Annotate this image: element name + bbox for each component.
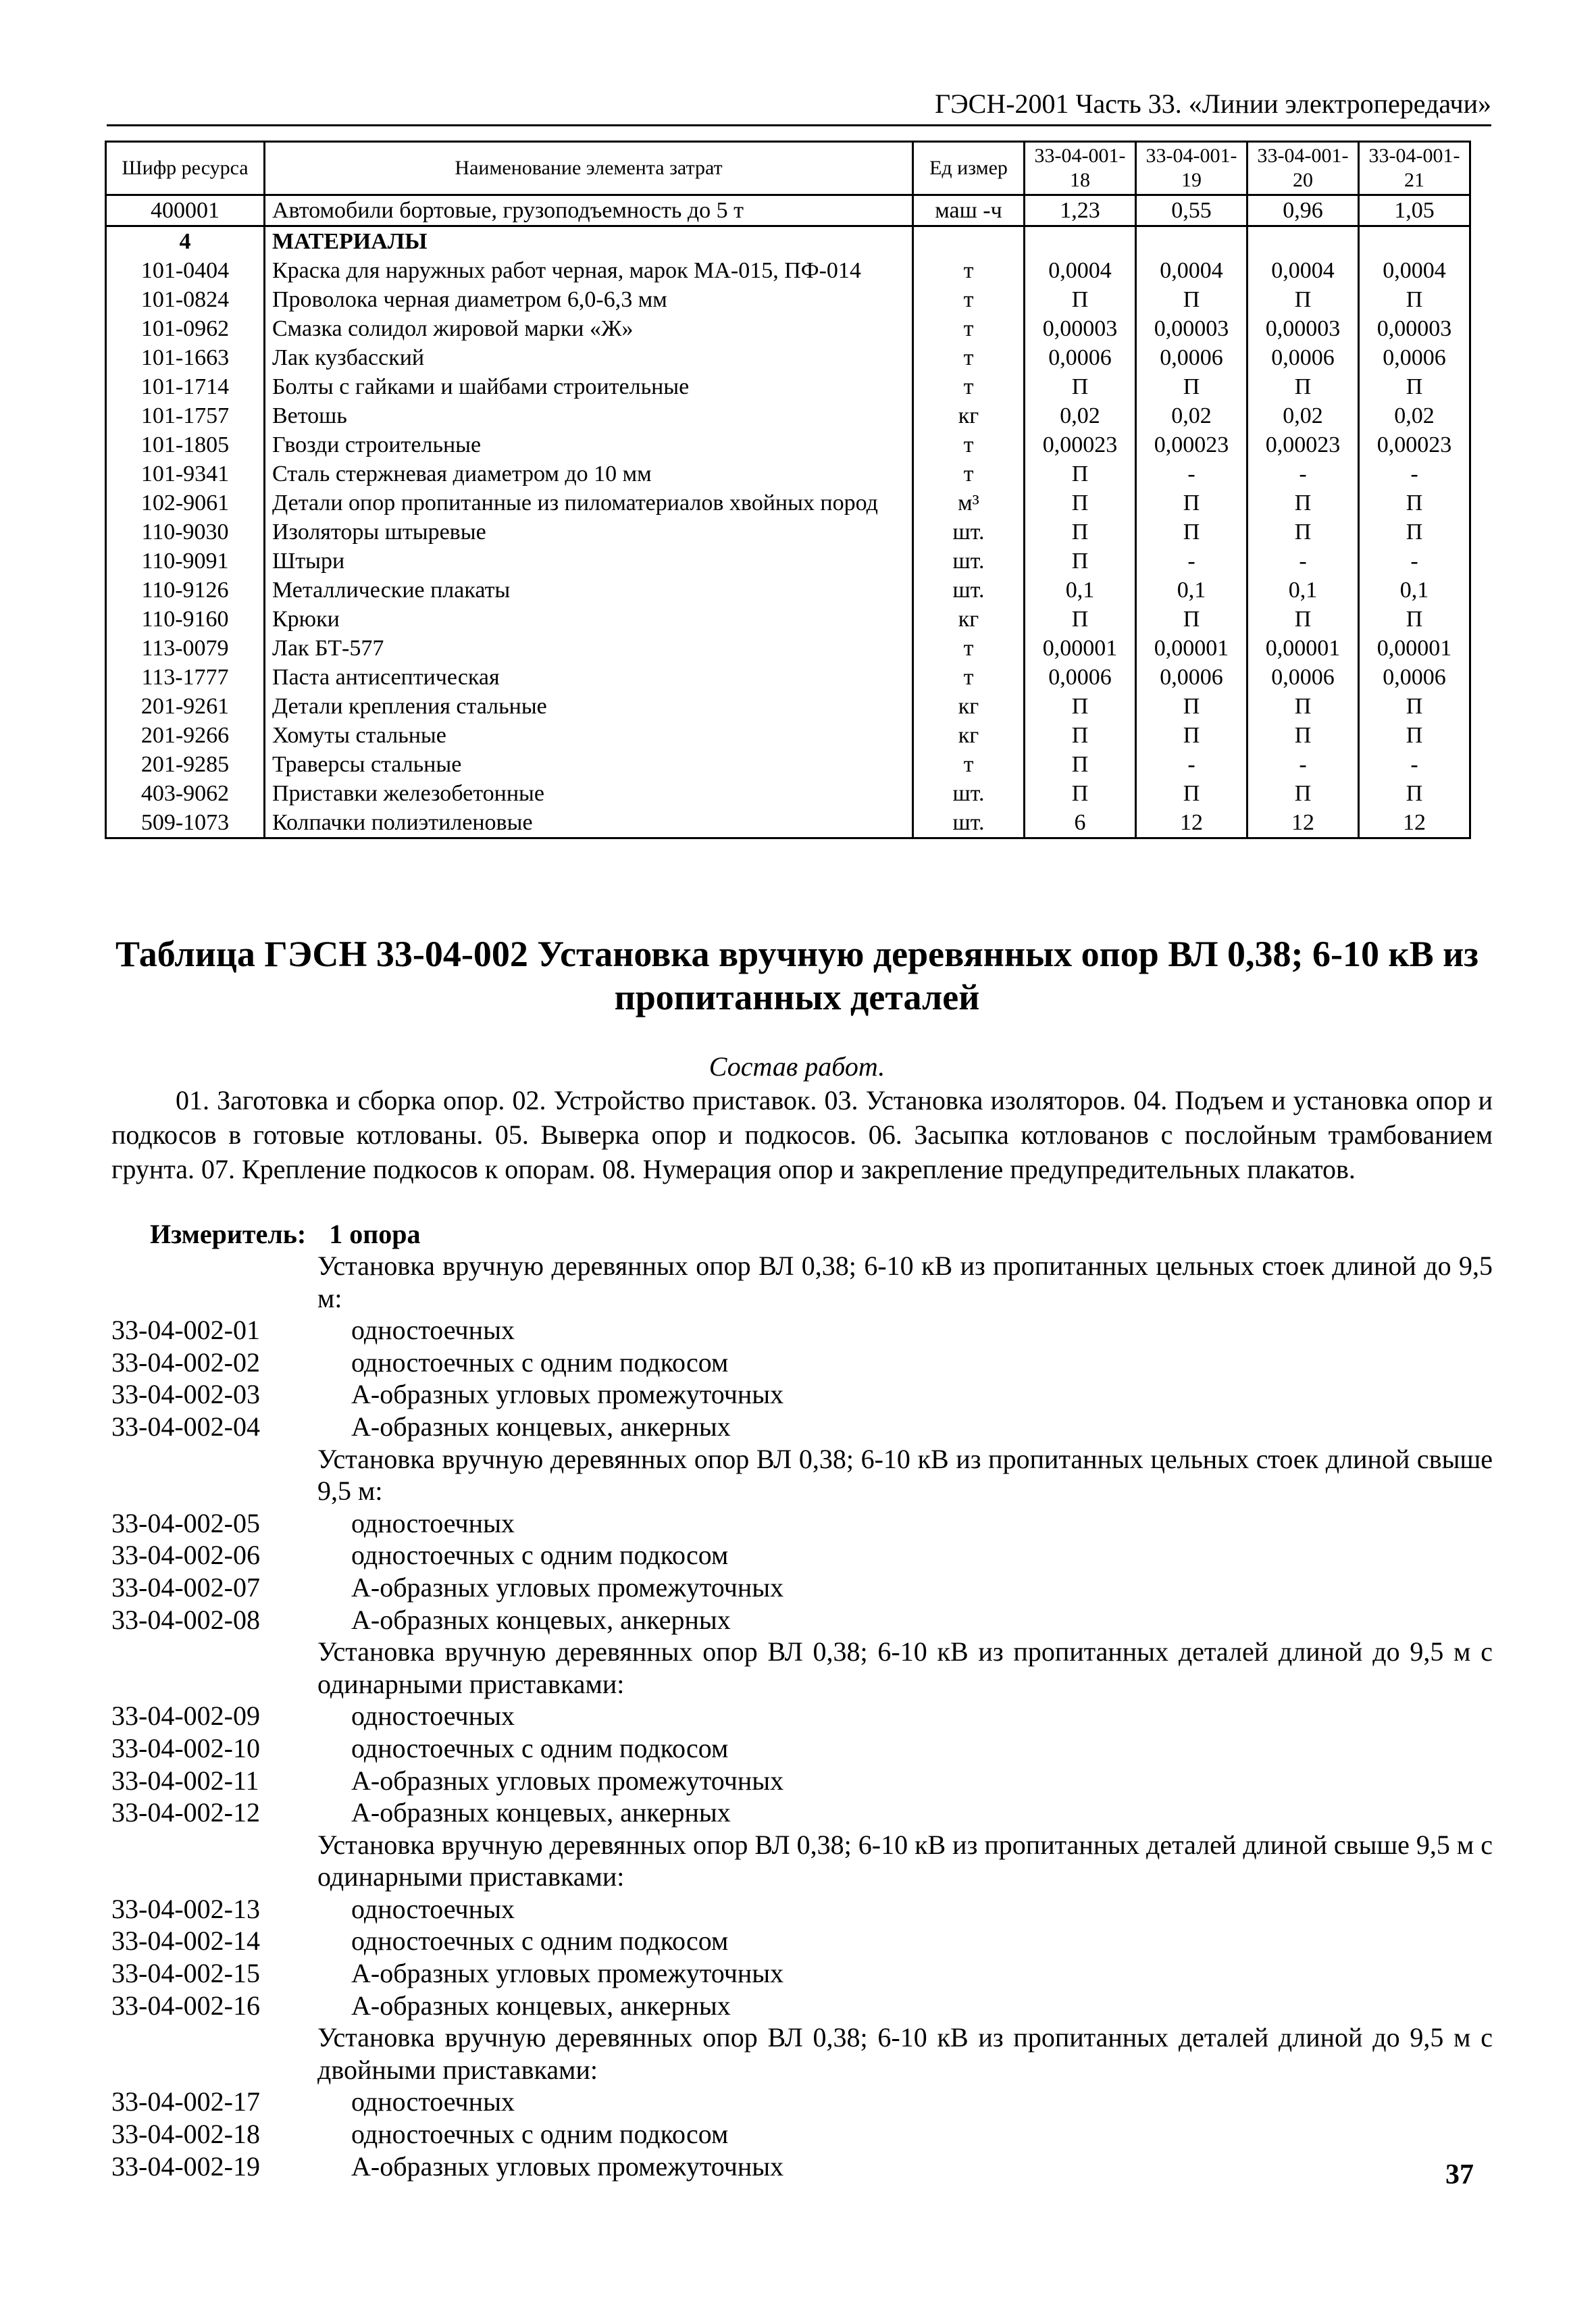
code-number: 33-04-002-16 bbox=[111, 1990, 260, 2021]
table-cell-v2: П bbox=[1136, 779, 1247, 808]
table-cell-code: 201-9266 bbox=[106, 721, 265, 750]
table-row bbox=[106, 195, 1470, 226]
table-cell-v3: - bbox=[1247, 750, 1359, 779]
table-cell-code: 201-9285 bbox=[106, 750, 265, 779]
table-cell-v1: П bbox=[1025, 518, 1136, 547]
table-cell-v4: П bbox=[1359, 372, 1470, 401]
code-label: одностоечных с одним подкосом bbox=[351, 1926, 729, 1957]
table-cell-v2: П bbox=[1136, 692, 1247, 721]
table-row bbox=[106, 430, 1470, 459]
table-cell-name: Смазка солидол жировой марки «Ж» bbox=[265, 314, 913, 343]
table-row bbox=[106, 634, 1470, 663]
table-cell-v2: 0,0004 bbox=[1136, 256, 1247, 285]
table-cell-v4: 12 bbox=[1359, 808, 1470, 838]
table-cell-v3: 0,00023 bbox=[1247, 430, 1359, 459]
table-row bbox=[106, 692, 1470, 721]
table-cell-v3: П bbox=[1247, 605, 1359, 634]
code-group-heading: Установка вручную деревянных опор ВЛ 0,38; 6-10 кВ из пропитанных цельных стоек длиной свыше 9,5 м: bbox=[317, 1443, 1493, 1507]
table-cell-v2: - bbox=[1136, 547, 1247, 576]
code-item bbox=[111, 1604, 1493, 1636]
section-title: Таблица ГЭСН 33-04-002 Установка вручную деревянных опор ВЛ 0,38; 6-10 кВ из пропитанных деталей bbox=[115, 934, 1478, 1017]
code-label: А-образных концевых, анкерных bbox=[351, 1411, 731, 1442]
table-cell-v2: 0,1 bbox=[1136, 576, 1247, 605]
table-cell-name: Гвозди строительные bbox=[265, 430, 913, 459]
table-row bbox=[106, 663, 1470, 692]
table-cell-v2: 0,00003 bbox=[1136, 314, 1247, 343]
code-number: 33-04-002-14 bbox=[111, 1926, 260, 1957]
table-row bbox=[106, 226, 1470, 257]
code-item bbox=[111, 1411, 1493, 1443]
code-label: А-образных концевых, анкерных bbox=[351, 1797, 731, 1828]
code-label: одностоечных с одним подкосом bbox=[351, 1732, 729, 1763]
table-cell-v1: П bbox=[1025, 372, 1136, 401]
table-cell-v3: 0,0006 bbox=[1247, 663, 1359, 692]
table-cell-unit: т bbox=[913, 430, 1025, 459]
table-cell-unit: т bbox=[913, 634, 1025, 663]
table-cell-name: МАТЕРИАЛЫ bbox=[265, 226, 913, 257]
table-cell-v4: 0,00003 bbox=[1359, 314, 1470, 343]
table-cell-v4: П bbox=[1359, 488, 1470, 518]
table-cell-v4: - bbox=[1359, 547, 1470, 576]
table-cell-name: Сталь стержневая диаметром до 10 мм bbox=[265, 459, 913, 488]
code-label: А-образных угловых промежуточных bbox=[351, 1379, 784, 1410]
table-cell-v3: П bbox=[1247, 518, 1359, 547]
table-cell-v1: 6 bbox=[1025, 808, 1136, 838]
table-cell-unit: шт. bbox=[913, 808, 1025, 838]
table-row bbox=[106, 459, 1470, 488]
table-cell-name: Крюки bbox=[265, 605, 913, 634]
table-row bbox=[106, 576, 1470, 605]
table-cell-name: Паста антисептическая bbox=[265, 663, 913, 692]
table-cell-unit: маш -ч bbox=[913, 195, 1025, 226]
table-cell-name: Автомобили бортовые, грузоподъемность до 5 т bbox=[265, 195, 913, 226]
code-label: А-образных концевых, анкерных bbox=[351, 1604, 731, 1635]
table-cell-v4 bbox=[1359, 226, 1470, 257]
code-number: 33-04-002-17 bbox=[111, 2086, 260, 2117]
table-cell-name: Лак кузбасский bbox=[265, 343, 913, 372]
column-header: Наименование элемента затрат bbox=[265, 142, 913, 195]
table-row bbox=[106, 488, 1470, 518]
code-item bbox=[111, 1893, 1493, 1926]
code-group-heading: Установка вручную деревянных опор ВЛ 0,38; 6-10 кВ из пропитанных цельных стоек длиной до 9,5 м: bbox=[317, 1251, 1493, 1313]
table-cell-v3: 0,0006 bbox=[1247, 343, 1359, 372]
table-cell-v1: 0,00023 bbox=[1025, 430, 1136, 459]
table-cell-v1: 0,00003 bbox=[1025, 314, 1136, 343]
table-cell-unit: т bbox=[913, 459, 1025, 488]
table-cell-v1: П bbox=[1025, 459, 1136, 488]
table-cell-v3: 0,00003 bbox=[1247, 314, 1359, 343]
table-cell-v2 bbox=[1136, 226, 1247, 257]
table-cell-v1: П bbox=[1025, 750, 1136, 779]
code-label: одностоечных bbox=[351, 2086, 515, 2117]
table-cell-unit: т bbox=[913, 372, 1025, 401]
table-cell-v3: 0,02 bbox=[1247, 401, 1359, 430]
table-cell-v3: 12 bbox=[1247, 808, 1359, 838]
table-cell-v1: 0,0004 bbox=[1025, 256, 1136, 285]
code-number: 33-04-002-05 bbox=[111, 1507, 260, 1538]
table-cell-v4: П bbox=[1359, 779, 1470, 808]
table-cell-name: Траверсы стальные bbox=[265, 750, 913, 779]
table-header-row bbox=[106, 142, 1470, 195]
table-cell-code: 110-9091 bbox=[106, 547, 265, 576]
table-cell-v4: 0,00023 bbox=[1359, 430, 1470, 459]
table-cell-code: 110-9030 bbox=[106, 518, 265, 547]
code-item bbox=[111, 1765, 1493, 1797]
measure-value: 1 опора bbox=[329, 1219, 421, 1249]
table-cell-v1: П bbox=[1025, 488, 1136, 518]
table-cell-unit: т bbox=[913, 663, 1025, 692]
table-cell-name: Ветошь bbox=[265, 401, 913, 430]
table-cell-v2: 0,00001 bbox=[1136, 634, 1247, 663]
table-cell-unit: т bbox=[913, 256, 1025, 285]
column-header: 33-04-001-20 bbox=[1247, 142, 1359, 195]
table-cell-v4: 0,0006 bbox=[1359, 663, 1470, 692]
code-item bbox=[111, 1990, 1493, 2022]
table-cell-name: Колпачки полиэтиленовые bbox=[265, 808, 913, 838]
table-cell-v4: 0,02 bbox=[1359, 401, 1470, 430]
code-label: одностоечных с одним подкосом bbox=[351, 1347, 729, 1378]
table-cell-v2: 0,00023 bbox=[1136, 430, 1247, 459]
table-cell-v2: 0,55 bbox=[1136, 195, 1247, 226]
code-label: А-образных концевых, анкерных bbox=[351, 1990, 731, 2021]
table-cell-v2: 12 bbox=[1136, 808, 1247, 838]
table-row bbox=[106, 518, 1470, 547]
table-row bbox=[106, 401, 1470, 430]
table-cell-unit: кг bbox=[913, 721, 1025, 750]
table-cell-code: 101-1663 bbox=[106, 343, 265, 372]
table-cell-v3: П bbox=[1247, 779, 1359, 808]
table-cell-unit: шт. bbox=[913, 518, 1025, 547]
table-cell-v1: П bbox=[1025, 547, 1136, 576]
table-cell-v2: - bbox=[1136, 750, 1247, 779]
table-row bbox=[106, 256, 1470, 285]
table-cell-name: Штыри bbox=[265, 547, 913, 576]
table-cell-code: 102-9061 bbox=[106, 488, 265, 518]
code-item bbox=[111, 1314, 1493, 1347]
code-item bbox=[111, 2118, 1493, 2150]
table-cell-v4: 1,05 bbox=[1359, 195, 1470, 226]
table-cell-v2: П bbox=[1136, 518, 1247, 547]
code-number: 33-04-002-10 bbox=[111, 1732, 260, 1763]
table-cell-v3: П bbox=[1247, 692, 1359, 721]
table-cell-code: 403-9062 bbox=[106, 779, 265, 808]
table-cell-code: 101-9341 bbox=[106, 459, 265, 488]
table-cell-v4: 0,0006 bbox=[1359, 343, 1470, 372]
table-cell-v3: П bbox=[1247, 285, 1359, 314]
table-row bbox=[106, 285, 1470, 314]
table-cell-v1 bbox=[1025, 226, 1136, 257]
table-cell-v4: П bbox=[1359, 692, 1470, 721]
table-cell-v1: П bbox=[1025, 692, 1136, 721]
table-cell-name: Детали крепления стальные bbox=[265, 692, 913, 721]
table-cell-v1: П bbox=[1025, 605, 1136, 634]
table-cell-name: Болты с гайками и шайбами строительные bbox=[265, 372, 913, 401]
table-row bbox=[106, 343, 1470, 372]
table-row bbox=[106, 372, 1470, 401]
table-cell-code: 101-0824 bbox=[106, 285, 265, 314]
table-cell-code: 101-0962 bbox=[106, 314, 265, 343]
table-row bbox=[106, 721, 1470, 750]
table-cell-code: 113-0079 bbox=[106, 634, 265, 663]
code-label: А-образных угловых промежуточных bbox=[351, 1765, 784, 1796]
table-cell-v4: 0,00001 bbox=[1359, 634, 1470, 663]
works-description: 01. Заготовка и сборка опор. 02. Устройство приставок. 03. Установка изоляторов. 04. Подъем и установка опор и подкосов в готовые котлованы. 05. Выверка опор и подкосов. 06. Засыпка котлованов с послойным трамбованием грунта. 07. Крепление подкосов к опорам. 08. Нумерация опор и закрепление предупредительных плакатов. bbox=[111, 1085, 1493, 1184]
table-cell-code: 4 bbox=[106, 226, 265, 257]
table-cell-code: 101-0404 bbox=[106, 256, 265, 285]
table-cell-name: Проволока черная диаметром 6,0-6,3 мм bbox=[265, 285, 913, 314]
table-cell-v2: П bbox=[1136, 721, 1247, 750]
column-header: 33-04-001-19 bbox=[1136, 142, 1247, 195]
table-row bbox=[106, 779, 1470, 808]
code-label: одностоечных bbox=[351, 1893, 515, 1924]
table-cell-v1: 0,02 bbox=[1025, 401, 1136, 430]
table-cell-v3: 0,1 bbox=[1247, 576, 1359, 605]
code-number: 33-04-002-13 bbox=[111, 1893, 260, 1924]
measure-label: Измеритель: bbox=[150, 1219, 307, 1249]
table-cell-name: Изоляторы штыревые bbox=[265, 518, 913, 547]
code-number: 33-04-002-06 bbox=[111, 1540, 260, 1571]
code-number: 33-04-002-07 bbox=[111, 1571, 260, 1603]
measure-line bbox=[150, 1218, 421, 1251]
table-cell-name: Металлические плакаты bbox=[265, 576, 913, 605]
code-number: 33-04-002-04 bbox=[111, 1411, 260, 1442]
table-cell-unit: т bbox=[913, 343, 1025, 372]
table-cell-v3: - bbox=[1247, 459, 1359, 488]
code-number: 33-04-002-11 bbox=[111, 1765, 259, 1796]
page-header bbox=[107, 86, 1491, 126]
code-label: одностоечных с одним подкосом bbox=[351, 1540, 729, 1571]
table-cell-v3 bbox=[1247, 226, 1359, 257]
code-number: 33-04-002-01 bbox=[111, 1315, 260, 1346]
code-group-heading: Установка вручную деревянных опор ВЛ 0,38; 6-10 кВ из пропитанных деталей длиной свыше 9,5 м с одинарными приставками: bbox=[317, 1829, 1493, 1892]
table-cell-v1: 0,00001 bbox=[1025, 634, 1136, 663]
table-cell-v4: - bbox=[1359, 459, 1470, 488]
table-cell-code: 101-1805 bbox=[106, 430, 265, 459]
table-cell-unit: т bbox=[913, 285, 1025, 314]
code-item bbox=[111, 1571, 1493, 1604]
table-cell-v2: П bbox=[1136, 285, 1247, 314]
sostav-label: Состав работ. bbox=[709, 1051, 885, 1082]
table-cell-v4: П bbox=[1359, 721, 1470, 750]
table-cell-v2: 0,02 bbox=[1136, 401, 1247, 430]
code-item bbox=[111, 1732, 1493, 1765]
table-cell-v2: - bbox=[1136, 459, 1247, 488]
table-cell-v4: 0,1 bbox=[1359, 576, 1470, 605]
table-row bbox=[106, 314, 1470, 343]
code-number: 33-04-002-08 bbox=[111, 1604, 260, 1635]
code-group-heading: Установка вручную деревянных опор ВЛ 0,38; 6-10 кВ из пропитанных деталей длиной до 9,5 м с одинарными приставками: bbox=[317, 1636, 1493, 1699]
table-cell-v3: - bbox=[1247, 547, 1359, 576]
code-label: А-образных угловых промежуточных bbox=[351, 1571, 784, 1603]
code-group-heading: Установка вручную деревянных опор ВЛ 0,38; 6-10 кВ из пропитанных деталей длиной до 9,5 м с двойными приставками: bbox=[317, 2022, 1493, 2085]
table-cell-unit: шт. bbox=[913, 547, 1025, 576]
table-cell-name: Хомуты стальные bbox=[265, 721, 913, 750]
table-cell-unit: кг bbox=[913, 401, 1025, 430]
table-cell-v4: - bbox=[1359, 750, 1470, 779]
table-cell-name: Детали опор пропитанные из пиломатериалов хвойных пород bbox=[265, 488, 913, 518]
table-cell-v3: П bbox=[1247, 372, 1359, 401]
table-row bbox=[106, 605, 1470, 634]
column-header: 33-04-001-21 bbox=[1359, 142, 1470, 195]
table-cell-v4: 0,0004 bbox=[1359, 256, 1470, 285]
table-cell-v3: П bbox=[1247, 488, 1359, 518]
table-cell-v1: П bbox=[1025, 779, 1136, 808]
code-label: одностоечных bbox=[351, 1315, 515, 1346]
table-row bbox=[106, 547, 1470, 576]
column-header: Шифр ресурса bbox=[106, 142, 265, 195]
code-item bbox=[111, 1700, 1493, 1732]
code-item bbox=[111, 1925, 1493, 1957]
table-cell-v3: 0,0004 bbox=[1247, 256, 1359, 285]
code-label: А-образных угловых промежуточных bbox=[351, 1958, 784, 1989]
table-cell-v2: П bbox=[1136, 605, 1247, 634]
table-cell-v1: 0,1 bbox=[1025, 576, 1136, 605]
table-row bbox=[106, 808, 1470, 838]
resource-table-body bbox=[106, 195, 1470, 838]
column-header: 33-04-001-18 bbox=[1025, 142, 1136, 195]
table-cell-code: 110-9126 bbox=[106, 576, 265, 605]
table-cell-unit: м³ bbox=[913, 488, 1025, 518]
code-number: 33-04-002-15 bbox=[111, 1958, 260, 1989]
code-number: 33-04-002-18 bbox=[111, 2119, 260, 2150]
code-item bbox=[111, 1378, 1493, 1411]
code-label: одностоечных bbox=[351, 1701, 515, 1732]
table-cell-unit: т bbox=[913, 750, 1025, 779]
table-cell-name: Краска для наружных работ черная, марок МА-015, ПФ-014 bbox=[265, 256, 913, 285]
running-title: ГЭСН-2001 Часть 33. «Линии электропередачи» bbox=[935, 89, 1491, 119]
code-number: 33-04-002-19 bbox=[111, 2150, 260, 2182]
code-number: 33-04-002-09 bbox=[111, 1701, 260, 1732]
column-header: Ед измер bbox=[913, 142, 1025, 195]
code-number: 33-04-002-02 bbox=[111, 1347, 260, 1378]
table-cell-code: 101-1757 bbox=[106, 401, 265, 430]
table-cell-v2: П bbox=[1136, 488, 1247, 518]
table-cell-v2: 0,0006 bbox=[1136, 343, 1247, 372]
table-cell-v4: П bbox=[1359, 605, 1470, 634]
table-row bbox=[106, 750, 1470, 779]
table-cell-unit: шт. bbox=[913, 576, 1025, 605]
table-cell-code: 110-9160 bbox=[106, 605, 265, 634]
code-item bbox=[111, 1507, 1493, 1540]
table-cell-code: 113-1777 bbox=[106, 663, 265, 692]
code-item bbox=[111, 1957, 1493, 1990]
resource-table bbox=[105, 141, 1471, 839]
table-cell-v1: 0,0006 bbox=[1025, 343, 1136, 372]
table-cell-v4: П bbox=[1359, 285, 1470, 314]
table-cell-v1: 1,23 bbox=[1025, 195, 1136, 226]
code-item bbox=[111, 1539, 1493, 1571]
table-cell-code: 201-9261 bbox=[106, 692, 265, 721]
table-cell-v4: П bbox=[1359, 518, 1470, 547]
table-cell-unit bbox=[913, 226, 1025, 257]
code-item bbox=[111, 2150, 1493, 2183]
code-item bbox=[111, 1347, 1493, 1379]
table-cell-v2: 0,0006 bbox=[1136, 663, 1247, 692]
table-cell-code: 509-1073 bbox=[106, 808, 265, 838]
code-item bbox=[111, 2086, 1493, 2118]
table-cell-unit: шт. bbox=[913, 779, 1025, 808]
table-cell-unit: т bbox=[913, 314, 1025, 343]
page-number: 37 bbox=[1445, 2159, 1474, 2190]
table-cell-v1: П bbox=[1025, 285, 1136, 314]
code-label: одностоечных bbox=[351, 1507, 515, 1538]
table-cell-v3: 0,96 bbox=[1247, 195, 1359, 226]
table-cell-v1: 0,0006 bbox=[1025, 663, 1136, 692]
code-label: одностоечных с одним подкосом bbox=[351, 2119, 729, 2150]
code-list bbox=[111, 1250, 1493, 2182]
table-cell-v1: П bbox=[1025, 721, 1136, 750]
table-cell-v2: П bbox=[1136, 372, 1247, 401]
code-label: А-образных угловых промежуточных bbox=[351, 2150, 784, 2182]
table-cell-unit: кг bbox=[913, 692, 1025, 721]
table-cell-unit: кг bbox=[913, 605, 1025, 634]
code-item bbox=[111, 1796, 1493, 1829]
code-number: 33-04-002-03 bbox=[111, 1379, 260, 1410]
table-cell-v3: П bbox=[1247, 721, 1359, 750]
table-cell-name: Лак БТ-577 bbox=[265, 634, 913, 663]
code-number: 33-04-002-12 bbox=[111, 1797, 260, 1828]
table-cell-code: 101-1714 bbox=[106, 372, 265, 401]
table-cell-name: Приставки железобетонные bbox=[265, 779, 913, 808]
table-cell-code: 400001 bbox=[106, 195, 265, 226]
table-cell-v3: 0,00001 bbox=[1247, 634, 1359, 663]
